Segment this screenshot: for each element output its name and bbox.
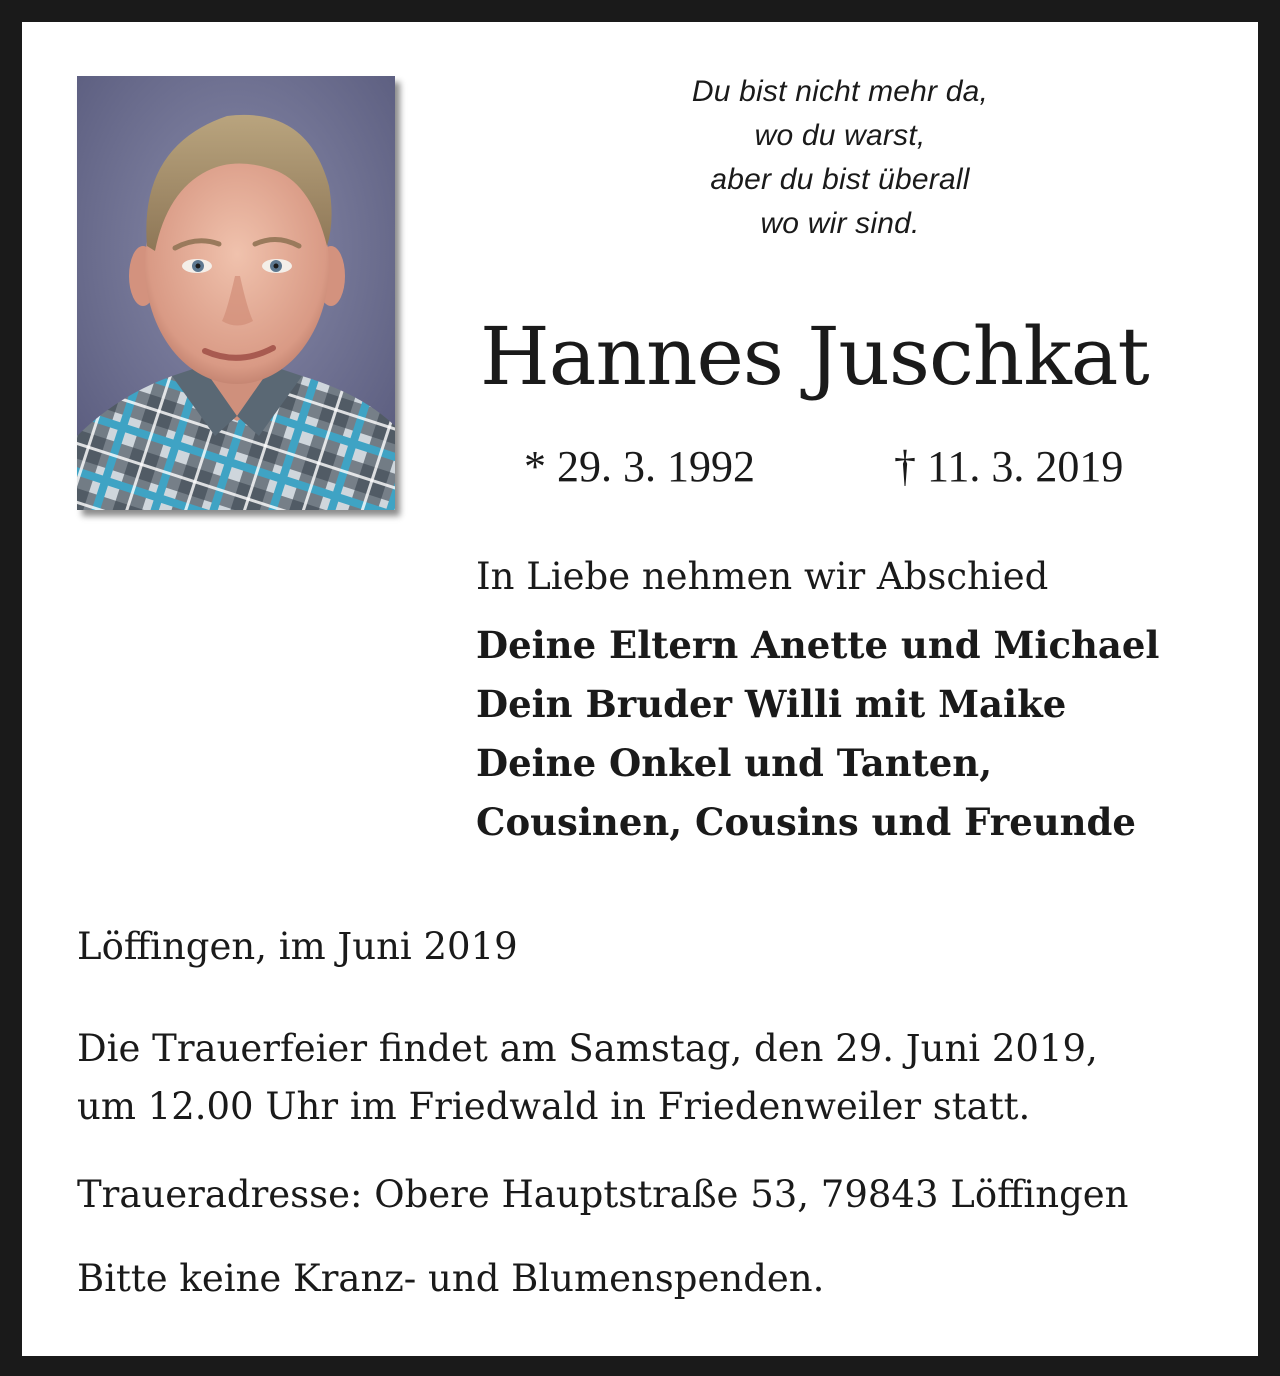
mourners-list bbox=[476, 616, 1160, 852]
ceremony-info bbox=[77, 1020, 1217, 1136]
portrait-photo bbox=[77, 76, 395, 510]
farewell-line: In Liebe nehmen wir Abschied bbox=[476, 555, 1049, 598]
mourner-line: Deine Eltern Anette und Michael bbox=[476, 623, 1160, 667]
quote-line: Du bist nicht mehr da, bbox=[691, 75, 989, 108]
death-date: † 11. 3. 2019 bbox=[894, 442, 1124, 491]
quote-line: wo wir sind. bbox=[760, 207, 920, 240]
deceased-name: Hannes Juschkat bbox=[480, 310, 1149, 403]
mourning-address: Traueradresse: Obere Hauptstraße 53, 79843 Löffingen bbox=[77, 1173, 1129, 1216]
mourner-line: Cousinen, Cousins und Freunde bbox=[476, 800, 1136, 844]
birth-date: * 29. 3. 1992 bbox=[524, 442, 755, 491]
memorial-quote bbox=[570, 70, 1110, 246]
mourner-line: Dein Bruder Willi mit Maike bbox=[476, 682, 1067, 726]
obituary-card bbox=[22, 22, 1258, 1356]
quote-line: wo du warst, bbox=[754, 119, 926, 152]
ceremony-line: Die Trauerfeier findet am Samstag, den 29. Juni 2019, bbox=[77, 1027, 1098, 1070]
place-date: Löffingen, im Juni 2019 bbox=[77, 925, 518, 968]
mourner-line: Deine Onkel und Tanten, bbox=[476, 741, 993, 785]
quote-line: aber du bist überall bbox=[710, 163, 970, 196]
ceremony-line: um 12.00 Uhr im Friedwald in Friedenweiler statt. bbox=[77, 1085, 1031, 1128]
flower-note: Bitte keine Kranz- und Blumenspenden. bbox=[77, 1257, 825, 1300]
